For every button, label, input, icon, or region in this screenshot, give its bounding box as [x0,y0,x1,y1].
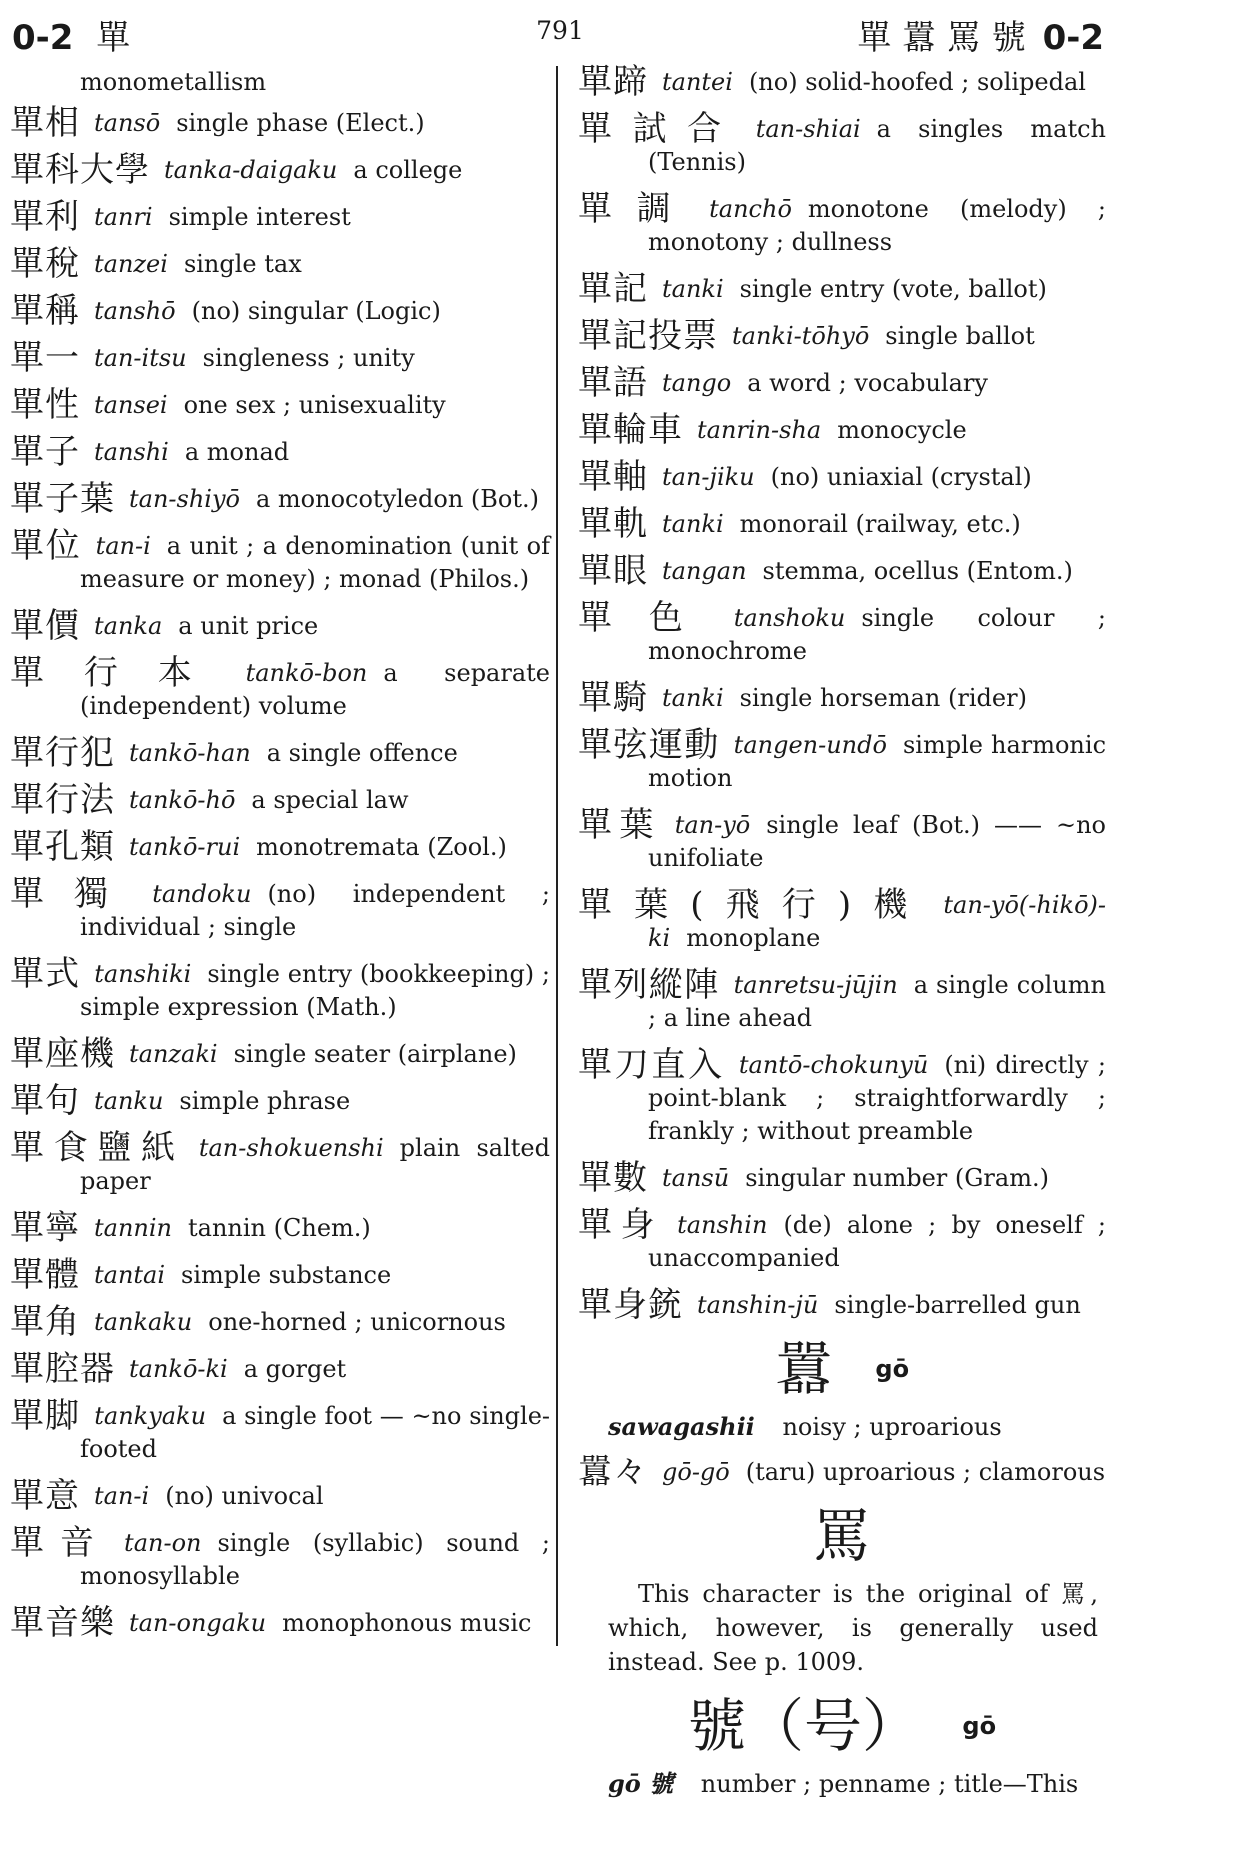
section-gloss [578,1410,1106,1444]
section-reading: gō [962,1712,997,1740]
dictionary-entry [10,733,550,773]
entry-headword: 單眼 [578,551,648,591]
continued-text: monometallism [80,68,267,96]
entry-headword: 單色 [578,598,720,638]
dictionary-entry [578,109,1106,179]
entry-romanization: tanshin-jū [697,1291,819,1319]
entry-definition: a singles match (Tennis) [648,115,1106,176]
dictionary-entry [10,244,550,284]
entry-headword: 單稅 [10,244,80,284]
entry-headword: 單音 [10,1523,111,1563]
entry-headword: 單子 [10,432,80,472]
header-right [857,10,1104,59]
entry-definition: monocycle [837,416,967,444]
entry-headword: 單語 [578,363,648,403]
entry-romanization: tan-i [95,532,151,560]
dictionary-entry [10,385,550,425]
entry-romanization: tankō-bon [245,659,368,687]
section-heading-ba [578,1503,1106,1569]
dictionary-entry [578,678,1106,718]
entry-headword: 單獨 [10,874,139,914]
right-column [578,62,1107,1813]
entry-definition: single entry (bookkeeping) ; simple expression (Math.) [80,960,550,1021]
dictionary-entry [578,269,1106,309]
entry-romanization: tan-on [124,1529,202,1557]
dictionary-entry [10,1081,550,1121]
entry-romanization: tanshoku [733,604,846,632]
entry-headword: 單軸 [578,457,648,497]
entry-definition: (no) univocal [165,1482,324,1510]
entry-definition: single colour ; monochrome [648,604,1106,665]
dictionary-entry [578,457,1106,497]
section-gloss [578,1767,1106,1801]
dictionary-entry [578,189,1106,259]
dictionary-entry [10,1302,550,1342]
entry-definition: single entry (vote, ballot) [739,275,1047,303]
entry-definition: a single offence [266,739,458,767]
entry-definition: a unit ; a denomination (unit of measure or money) ; monad (Philos.) [80,532,550,593]
entry-definition: (no) solid-hoofed ; solipedal [748,68,1086,96]
entry-definition: plain salted paper [80,1134,550,1195]
entry-headword: 單體 [10,1255,80,1295]
entry-definition: tannin (Chem.) [188,1214,371,1242]
entry-definition: singular number (Gram.) [745,1164,1049,1192]
gloss-word: sawagashii [608,1412,755,1441]
entry-romanization: tannin [94,1214,172,1242]
entry-definition: a monad [184,438,290,466]
header-left [12,10,130,59]
entry-headword: 單式 [10,954,81,994]
header-left-code: 0-2 [12,18,74,58]
entry-romanization: tanrin-sha [697,416,822,444]
dictionary-entry [10,1476,550,1516]
entry-headword: 單意 [10,1476,80,1516]
entry-headword: 單一 [10,338,80,378]
entry-romanization: tan-yō(-hikō)-ki [648,891,1106,952]
entry-definition: a single foot — ~no single-footed [80,1402,551,1463]
entry-romanization: tan-jiku [662,463,755,491]
page-header [0,0,1244,62]
entry-romanization: tanzaki [129,1040,218,1068]
section-note: This character is the original of 罵, which, however, is generally used instead. See p. 1009. [608,1580,1098,1676]
entry-romanization: tankō-ki [129,1355,228,1383]
entry-definition: (de) alone ; by oneself ; unaccompanied [648,1211,1107,1272]
dictionary-entry [10,1208,550,1248]
entry-romanization: tantō-chokunyū [738,1051,929,1079]
entry-definition: monoplane [686,924,821,952]
entry-romanization: tanshi [94,438,169,466]
entry-definition: stemma, ocellus (Entom.) [762,557,1073,585]
entry-romanization: tango [662,369,732,397]
entry-romanization: tansū [662,1164,730,1192]
entry-definition: (no) singular (Logic) [191,297,441,325]
entry-definition: single-barrelled gun [834,1291,1081,1319]
entry-headword: 單脚 [10,1396,81,1436]
entry-romanization: tanka [94,612,163,640]
dictionary-entry [578,965,1107,1035]
entry-romanization: tanku [94,1087,164,1115]
dictionary-entry [578,363,1106,403]
entry-romanization: tan-shiai [755,115,861,143]
entry-definition: single leaf (Bot.) —— ~no unifoliate [648,811,1106,872]
entry-headword: 單行法 [10,780,115,820]
entry-romanization: tangan [662,557,747,585]
entry-definition: (ni) directly ; point-blank ; straightforwardly ; frankly ; without preamble [648,1051,1106,1145]
dictionary-entry [10,827,550,867]
section-heading-gou [578,1693,1106,1759]
entry-definition: a word ; vocabulary [747,369,988,397]
gloss-word: gō 號 [608,1769,674,1798]
gloss-definition: number ; penname ; title—This [700,1770,1079,1798]
entry-headword: 單子葉 [10,479,115,519]
entry-romanization: tankō-rui [129,833,241,861]
entry-headword: 單列縱陣 [578,965,720,1005]
entry-definition: singleness ; unity [202,344,415,372]
entry-headword: 單葉 [578,805,661,845]
section-heading-go [578,1336,1106,1402]
entry-romanization: tansō [94,109,161,137]
entry-romanization: tankō-hō [129,786,236,814]
entry-romanization: tandoku [152,880,252,908]
entry-definition: single seater (airplane) [233,1040,517,1068]
entry-definition: single phase (Elect.) [176,109,425,137]
entry-romanization: gō-gō [662,1458,730,1486]
entry-headword: 單科大學 [10,150,150,190]
entry-headword: 單性 [10,385,80,425]
entry-headword: 單句 [10,1081,80,1121]
entry-definition: a single column ; a line ahead [648,971,1107,1032]
entry-headword: 單刀直入 [578,1045,725,1085]
entry-headword: 單相 [10,103,80,143]
dictionary-entry [10,1603,550,1643]
right-entry-list [578,62,1107,1325]
entry-headword: 單利 [10,197,80,237]
dictionary-entry [10,1523,550,1593]
entry-romanization: tanzei [94,250,168,278]
left-entry-list [10,103,551,1643]
entry-definition: monophonous music [282,1609,532,1637]
entry-romanization: tanki [662,684,724,712]
header-right-code: 0-2 [1042,18,1104,58]
entry-romanization: tanchō [709,195,792,223]
section-kanji: 號（号） [687,1692,920,1760]
entry-definition: (taru) uproarious ; clamorous [745,1458,1106,1486]
entry-romanization: tantai [94,1261,166,1289]
entry-definition: monotone (melody) ; monotony ; dullness [648,195,1106,256]
entry-headword: 單寧 [10,1208,80,1248]
entry-headword: 單腔器 [10,1349,115,1389]
entry-headword: 囂々 [578,1452,648,1492]
dictionary-entry [10,432,550,472]
dictionary-entry [578,504,1106,544]
entry-romanization: tanki [662,275,724,303]
entry-romanization: tanretsu-jūjin [733,971,898,999]
dictionary-entry [578,598,1106,668]
entry-romanization: tan-itsu [94,344,187,372]
entry-headword: 單音樂 [10,1603,115,1643]
entry-definition: single ballot [885,322,1035,350]
entry-romanization: tanki [662,510,724,538]
page-number: 791 [536,16,584,45]
entry-headword: 單位 [10,526,82,566]
entry-definition: monorail (railway, etc.) [739,510,1021,538]
entry-definition: a special law [251,786,409,814]
dictionary-entry [10,291,550,331]
entry-romanization: tankyaku [94,1402,207,1430]
entry-romanization: tankaku [94,1308,193,1336]
dictionary-entry [578,725,1107,795]
entry-definition: one-horned ; unicornous [208,1308,506,1336]
entry-definition: simple interest [168,203,351,231]
dictionary-entry [578,1452,1106,1492]
dictionary-entry [10,1255,550,1295]
entry-headword: 單行犯 [10,733,115,773]
entry-headword: 單數 [578,1158,648,1198]
entry-definition: simple phrase [179,1087,351,1115]
dictionary-entry [578,1205,1107,1275]
entry-romanization: tan-shokuenshi [198,1134,384,1162]
entry-headword: 單價 [10,606,80,646]
dictionary-entry [10,874,550,944]
dictionary-entry [10,479,550,519]
entry-headword: 單稱 [10,291,80,331]
entry-headword: 單身銃 [578,1285,683,1325]
dictionary-entry [10,780,550,820]
entry-headword: 單蹄 [578,62,648,102]
entry-definition: single tax [183,250,302,278]
dictionary-entry [10,338,550,378]
dictionary-entry [578,1158,1106,1198]
dictionary-entry [10,1396,551,1466]
entry-definition: a unit price [178,612,319,640]
dictionary-entry [10,653,550,723]
entry-romanization: tanri [94,203,153,231]
entry-romanization: tanka-daigaku [164,156,338,184]
section-reading: gō [875,1355,910,1383]
column-divider [556,66,558,1646]
entry-headword: 單記投票 [578,316,718,356]
dictionary-entry [578,410,1106,450]
entry-headword: 單軌 [578,504,648,544]
dictionary-entry [10,526,550,596]
entry-headword: 單試合 [578,109,742,149]
entry-definition: one sex ; unisexuality [183,391,446,419]
entry-headword: 單騎 [578,678,648,718]
entry-romanization: tangen-undō [733,731,887,759]
entry-headword: 單葉(飛行)機 [578,885,930,925]
dictionary-entry [10,1128,550,1198]
entry-definition: (no) uniaxial (crystal) [770,463,1032,491]
header-right-chars: 單 囂 罵 號 [857,18,1026,58]
entry-definition: single (syllabic) sound ; monosyllable [80,1529,550,1590]
entry-definition: (no) independent ; individual ; single [80,880,550,941]
entry-headword: 單記 [578,269,648,309]
dictionary-entry [578,551,1106,591]
entry-headword: 單角 [10,1302,80,1342]
dictionary-entry [10,1349,550,1389]
entry-headword: 單行本 [10,653,232,693]
dictionary-entry [10,150,550,190]
entry-romanization: tantei [662,68,733,96]
dictionary-entry [10,197,550,237]
entry-definition: a college [353,156,463,184]
entry-definition: simple substance [181,1261,392,1289]
dictionary-entry [578,1285,1106,1325]
entry-definition: simple harmonic motion [648,731,1107,792]
entry-definition: a gorget [243,1355,347,1383]
entry-romanization: tanshō [94,297,176,325]
entry-headword: 單座機 [10,1034,115,1074]
entry-definition: a monocotyledon (Bot.) [255,485,539,513]
left-column [10,66,550,1654]
entry-headword: 單食鹽紙 [10,1128,185,1168]
dictionary-entry [10,103,550,143]
entry-romanization: tanshin [677,1211,768,1239]
entry-definition: single horseman (rider) [739,684,1027,712]
dictionary-entry [578,316,1106,356]
dictionary-entry [578,885,1106,955]
entry-headword: 單身 [578,1205,664,1245]
entry-headword: 單輪車 [578,410,683,450]
entry-headword: 單弦運動 [578,725,720,765]
dictionary-entry [10,954,550,1024]
entry-headword: 單孔類 [10,827,115,867]
entry-romanization: tanki-tōhyō [732,322,870,350]
dictionary-entry [578,1045,1106,1148]
entry-romanization: tan-yō [674,811,751,839]
entry-romanization: tan-ongaku [129,1609,267,1637]
section-kanji: 罵 [812,1502,871,1570]
entry-romanization: tan-i [94,1482,150,1510]
entry-romanization: tan-shiyō [129,485,240,513]
section-kanji: 囂 [774,1335,833,1403]
dictionary-entry [578,62,1106,102]
dictionary-entry [10,1034,550,1074]
header-left-char: 單 [96,18,131,58]
entry-definition: monotremata (Zool.) [256,833,507,861]
gloss-definition: noisy ; uproarious [782,1413,1002,1441]
entry-headword: 單調 [578,189,696,229]
entry-definition: a separate (independent) volume [80,659,550,720]
entry-romanization: tanshiki [94,960,192,988]
dictionary-entry [578,805,1106,875]
entry-romanization: tankō-han [129,739,251,767]
dictionary-entry [10,606,550,646]
entry-romanization: tansei [94,391,168,419]
